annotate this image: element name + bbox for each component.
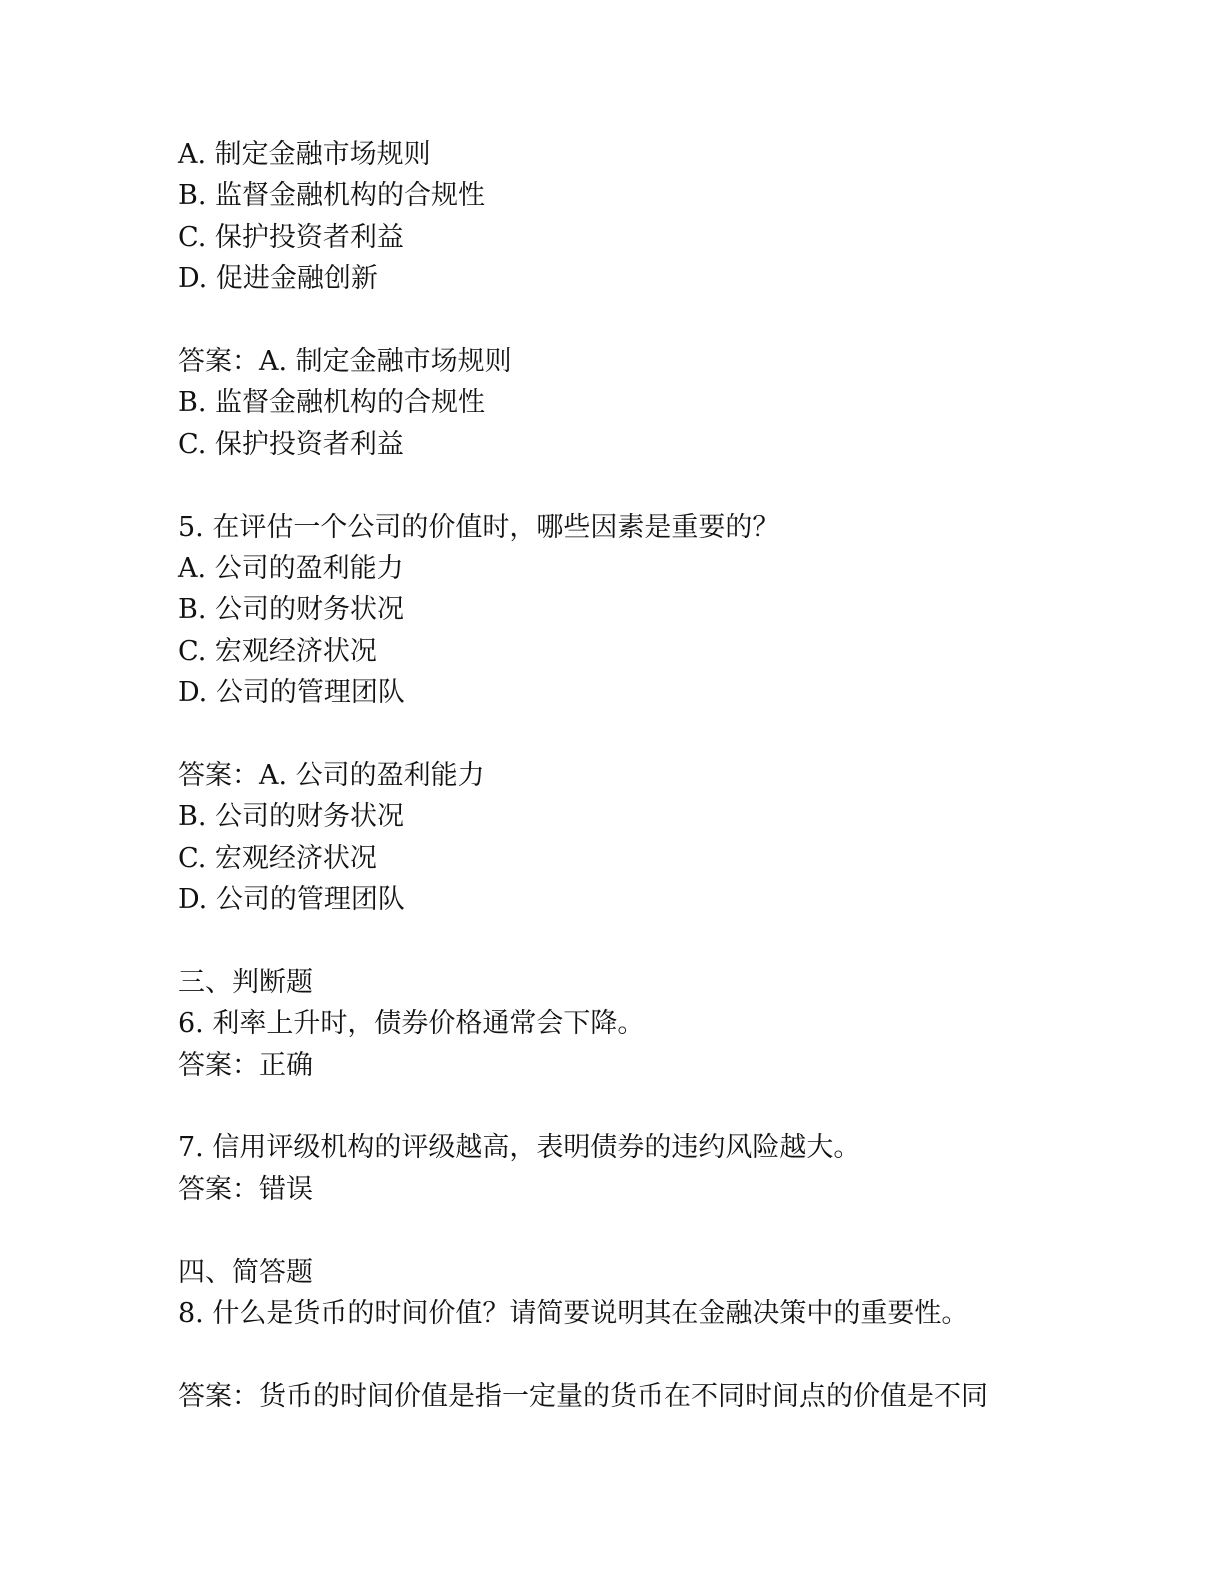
q4-answer-c: C. 保护投资者利益 — [178, 428, 404, 460]
blank-line — [178, 300, 1078, 341]
blank-line — [178, 713, 1078, 754]
q6-question: 6. 利率上升时，债券价格通常会下降。 — [178, 1008, 645, 1040]
blank-line — [178, 465, 1078, 506]
q5-answer-b: B. 公司的财务状况 — [178, 801, 405, 833]
q5-answer: 答案：A. 公司的盈利能力 — [178, 759, 485, 791]
q4-answer-b: B. 监督金融机构的合规性 — [178, 387, 486, 419]
q5-answer-d: D. 公司的管理团队 — [178, 884, 405, 916]
blank-line — [178, 920, 1078, 961]
q4-option-b: B. 监督金融机构的合规性 — [178, 180, 486, 212]
q5-option-d: D. 公司的管理团队 — [178, 677, 405, 709]
q5-option-c: C. 宏观经济状况 — [178, 635, 377, 667]
q5-question: 5. 在评估一个公司的价值时，哪些因素是重要的？ — [178, 511, 780, 543]
blank-line — [178, 1334, 1078, 1375]
section-short-answer-heading: 四、简答题 — [178, 1256, 313, 1288]
document-page — [178, 134, 1078, 1417]
blank-line — [178, 1086, 1078, 1127]
q5-option-a: A. 公司的盈利能力 — [178, 552, 404, 584]
q5-answer-c: C. 宏观经济状况 — [178, 842, 377, 874]
q4-answer: 答案：A. 制定金融市场规则 — [178, 345, 512, 377]
blank-line — [178, 1210, 1078, 1251]
q6-answer: 答案：正确 — [178, 1049, 313, 1081]
section-true-false-heading: 三、判断题 — [178, 966, 313, 998]
q4-option-a: A. 制定金融市场规则 — [178, 139, 431, 170]
q4-option-c: C. 保护投资者利益 — [178, 221, 404, 253]
q8-answer: 答案：货币的时间价值是指一定量的货币在不同时间点的价值是不同 — [178, 1380, 988, 1412]
q8-question: 8. 什么是货币的时间价值？请简要说明其在金融决策中的重要性。 — [178, 1297, 969, 1329]
q7-answer: 答案：错误 — [178, 1173, 313, 1205]
q5-option-b: B. 公司的财务状况 — [178, 594, 405, 626]
q4-option-d: D. 促进金融创新 — [178, 263, 378, 295]
q7-question: 7. 信用评级机构的评级越高，表明债券的违约风险越大。 — [178, 1132, 861, 1164]
